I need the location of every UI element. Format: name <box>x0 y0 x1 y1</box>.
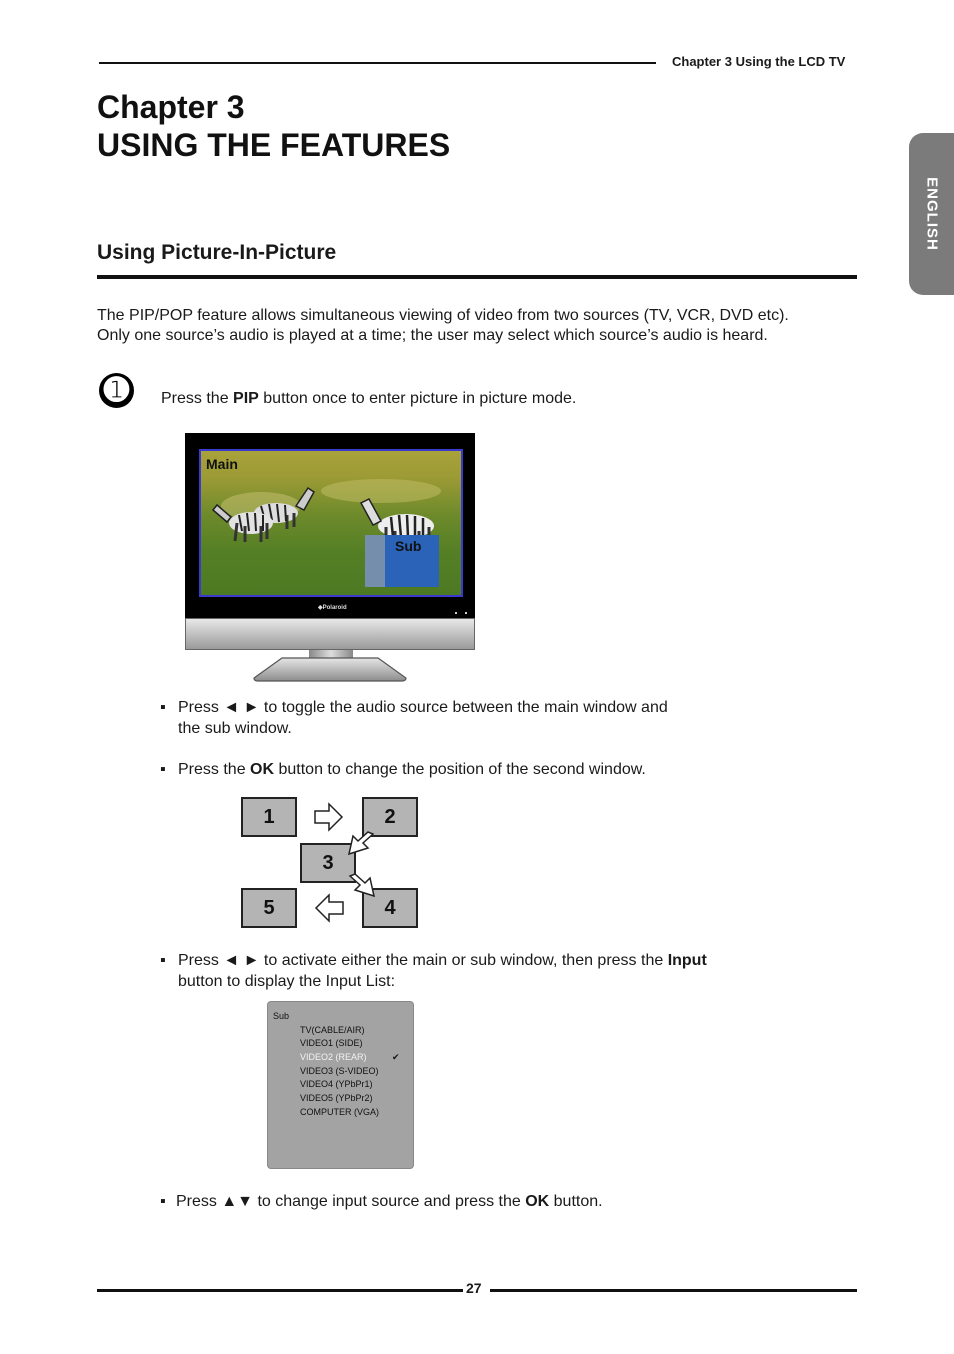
arrow-down-right-icon <box>346 870 380 900</box>
main-window-label: Main <box>206 456 238 472</box>
tv-brand-logo: ◆Polaroid <box>318 605 347 611</box>
sub-window-label: Sub <box>395 538 422 554</box>
page-number: 27 <box>466 1280 482 1296</box>
language-tab <box>909 133 954 295</box>
position-box-5: 5 <box>241 888 297 928</box>
bullet-mark: ▪ <box>160 761 166 778</box>
bullet-2-prefix: Press the <box>178 761 251 778</box>
bullet-3-input: Input <box>667 952 707 969</box>
bullet-3-line-2: button to display the Input List: <box>178 973 396 990</box>
input-option-tv[interactable]: TV(CABLE/AIR) <box>300 1025 365 1035</box>
bullet-mark: ▪ <box>160 699 166 716</box>
input-option-video5[interactable]: VIDEO5 (YPbPr2) <box>300 1093 373 1103</box>
bullet-2-suffix: button to change the position of the second window. <box>274 761 646 778</box>
chapter-name: USING THE FEATURES <box>97 127 451 163</box>
bullet-4-ok: OK <box>525 1193 550 1210</box>
selected-check-icon: ✔ <box>392 1052 400 1062</box>
language-tab-label: ENGLISH <box>923 177 940 251</box>
bullet-activate-window <box>160 950 760 994</box>
section-title: Using Picture-In-Picture <box>97 241 337 264</box>
zebra-scene-illustration <box>201 451 461 595</box>
arrow-down-left-icon <box>343 828 377 858</box>
bullet-3-line-1 <box>178 950 707 971</box>
intro-line-2: Only one source’s audio is played at a time; the user may select which source’s audio is heard. <box>97 327 768 344</box>
bullet-1-line-1: Press ◄ ► to toggle the audio source between the main window and <box>178 699 668 716</box>
input-list-title: Sub <box>273 1011 290 1021</box>
section-rule <box>97 275 857 279</box>
input-list-menu <box>267 1001 414 1169</box>
bullet-4-suffix: button. <box>549 1193 603 1210</box>
arrow-right-icon <box>313 802 345 832</box>
footer-rule-left <box>97 1289 463 1292</box>
input-option-video2[interactable]: VIDEO2 (REAR) <box>300 1052 367 1062</box>
position-box-4: 4 <box>362 888 418 928</box>
step-text-suffix: button once to enter picture in picture mode. <box>258 390 577 407</box>
step-button-name: PIP <box>233 390 259 407</box>
tv-power-indicator <box>455 612 467 614</box>
input-option-video1[interactable]: VIDEO1 (SIDE) <box>300 1038 363 1048</box>
intro-line-1: The PIP/POP feature allows simultaneous viewing of video from two sources (TV, VCR, DVD etc). <box>97 307 789 324</box>
bullet-4-text <box>176 1191 603 1212</box>
input-option-video3[interactable]: VIDEO3 (S-VIDEO) <box>300 1066 379 1076</box>
intro-paragraph <box>97 306 857 346</box>
step-text-prefix: Press the <box>161 390 234 407</box>
bullet-2-ok: OK <box>250 761 275 778</box>
position-box-2: 2 <box>362 797 418 837</box>
footer-rule-right <box>490 1289 857 1292</box>
position-box-1: 1 <box>241 797 297 837</box>
bullet-mark: ▪ <box>160 952 166 969</box>
position-box-3: 3 <box>300 843 356 883</box>
tv-main-screen <box>199 449 463 597</box>
header-chapter-ref: Chapter 3 Using the LCD TV <box>672 54 846 69</box>
tv-speaker-bar <box>185 618 475 650</box>
step-number-badge <box>99 373 134 408</box>
bullet-mark: ▪ <box>160 1193 166 1210</box>
bullet-toggle-audio <box>160 697 720 741</box>
step-number: ➊ <box>103 374 130 407</box>
step-instruction <box>161 390 576 408</box>
input-option-video4[interactable]: VIDEO4 (YPbPr1) <box>300 1079 373 1089</box>
bullet-ok-position <box>160 759 720 781</box>
chapter-title <box>97 88 450 164</box>
bullet-1-line-2: the sub window. <box>178 720 292 737</box>
bullet-change-input <box>160 1191 720 1213</box>
bullet-2-text <box>178 759 646 780</box>
header-rule <box>99 62 656 64</box>
bullet-3-prefix: Press ◄ ► to activate either the main or sub window, then press the <box>178 952 668 969</box>
chapter-number: Chapter 3 <box>97 89 245 125</box>
input-option-computer[interactable]: COMPUTER (VGA) <box>300 1107 380 1117</box>
arrow-left-icon <box>313 893 345 923</box>
bullet-4-prefix: Press ▲▼ to change input source and press the <box>176 1193 526 1210</box>
tv-stand-base <box>252 656 408 682</box>
